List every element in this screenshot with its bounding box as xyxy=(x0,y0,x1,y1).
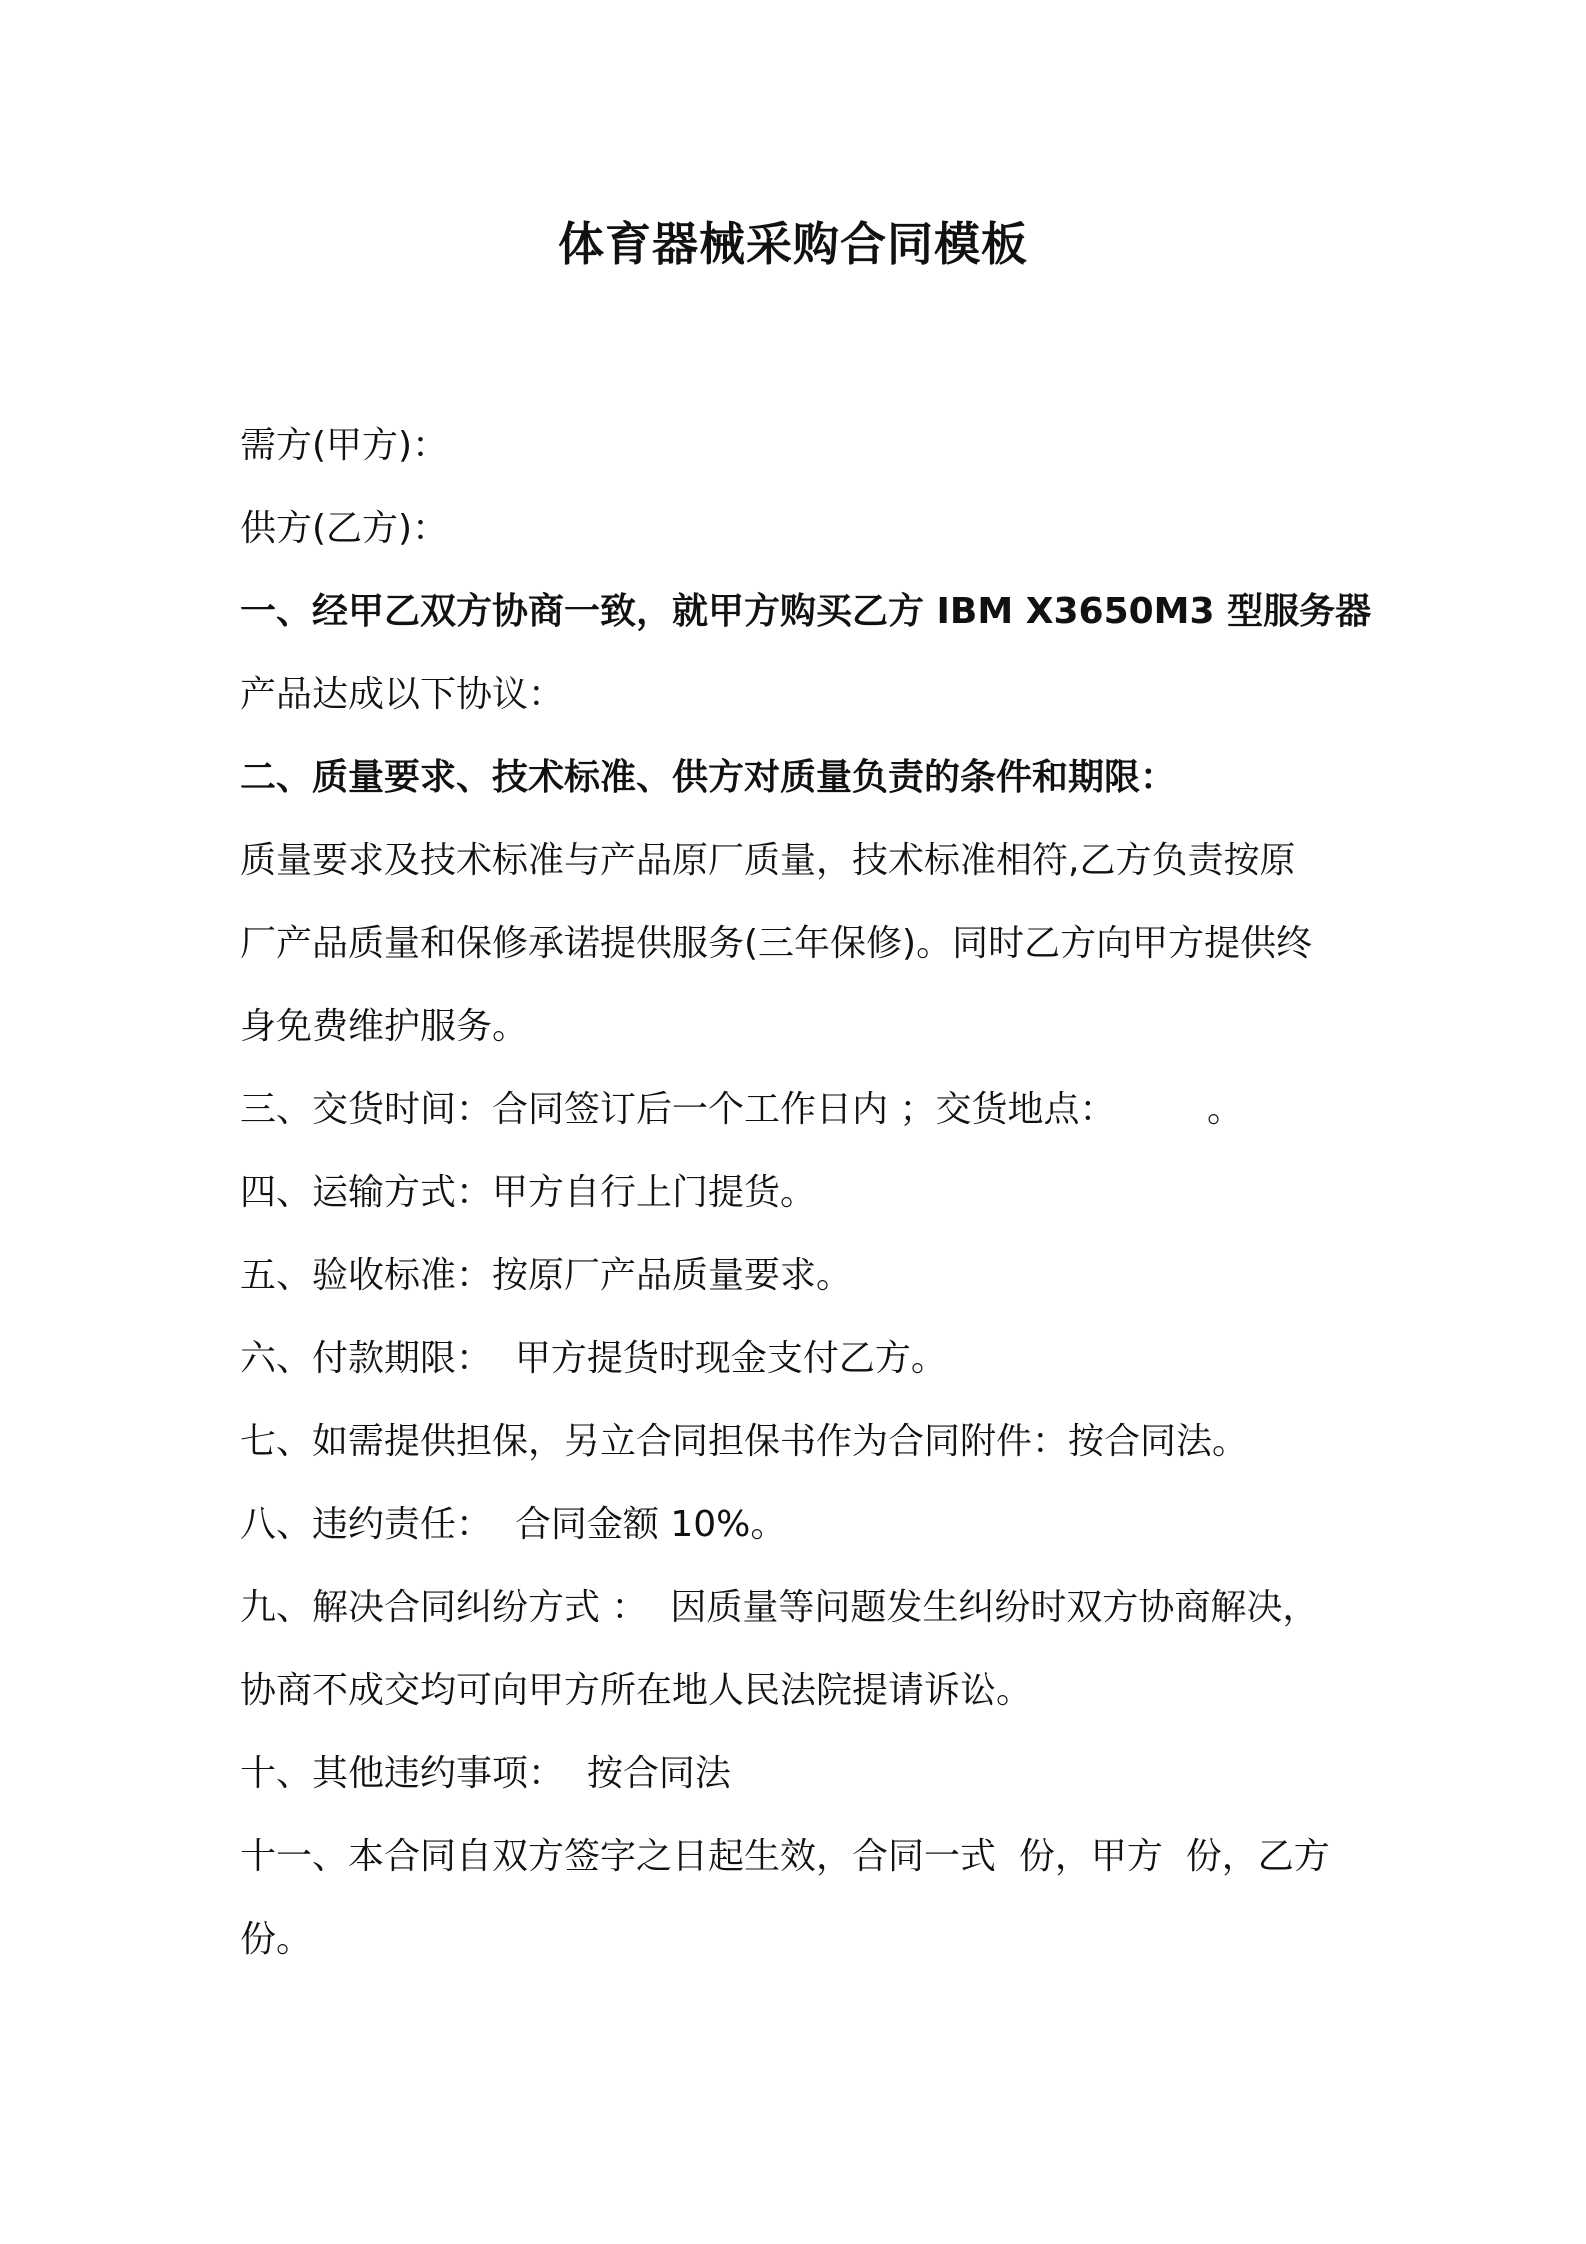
clause-3-line: 三、交货时间：合同签订后一个工作日内 ；交货地点： 。 xyxy=(240,1089,1243,1130)
clause-10-line: 十、其他违约事项： 按合同法 xyxy=(240,1753,731,1794)
contract-body xyxy=(240,404,1372,1981)
clause-1-line-1: 一、经甲乙双方协商一致，就甲方购买乙方 IBM X3650M3 型服务器 xyxy=(240,591,1372,632)
clause-1-line-2: 产品达成以下协议： xyxy=(240,674,565,715)
clause-7-line: 七、如需提供担保，另立合同担保书作为合同附件：按合同法。 xyxy=(240,1421,1249,1462)
clause-2-heading: 二、质量要求、技术标准、供方对质量负责的条件和期限： xyxy=(240,757,1177,798)
clause-2-line-2: 厂产品质量和保修承诺提供服务(三年保修)。同时乙方向甲方提供终 xyxy=(240,923,1313,964)
clause-11-line-2: 份。 xyxy=(240,1919,313,1960)
clause-4-line: 四、运输方式：甲方自行上门提货。 xyxy=(240,1172,817,1213)
clause-9-line-2: 协商不成交均可向甲方所在地人民法院提请诉讼。 xyxy=(240,1670,1033,1711)
clause-6-line: 六、付款期限： 甲方提货时现金支付乙方。 xyxy=(240,1338,947,1379)
clause-8-line: 八、违约责任： 合同金额 10%。 xyxy=(240,1504,787,1545)
buyer-party-line: 需方(甲方)： xyxy=(240,425,449,466)
document-title: 体育器械采购合同模板 xyxy=(558,217,1028,271)
clause-11-line-1: 十一、本合同自双方签字之日起生效，合同一式 份，甲方 份，乙方 xyxy=(240,1836,1330,1877)
supplier-party-line: 供方(乙方)： xyxy=(240,508,449,549)
clause-2-line-3: 身免费维护服务。 xyxy=(240,1006,529,1047)
clause-9-line-1: 九、解决合同纠纷方式 ： 因质量等问题发生纠纷时双方协商解决， xyxy=(240,1587,1319,1628)
clause-2-line-1: 质量要求及技术标准与产品原厂质量，技术标准相符,乙方负责按原 xyxy=(240,840,1296,881)
clause-5-line: 五、验收标准：按原厂产品质量要求。 xyxy=(240,1255,853,1296)
